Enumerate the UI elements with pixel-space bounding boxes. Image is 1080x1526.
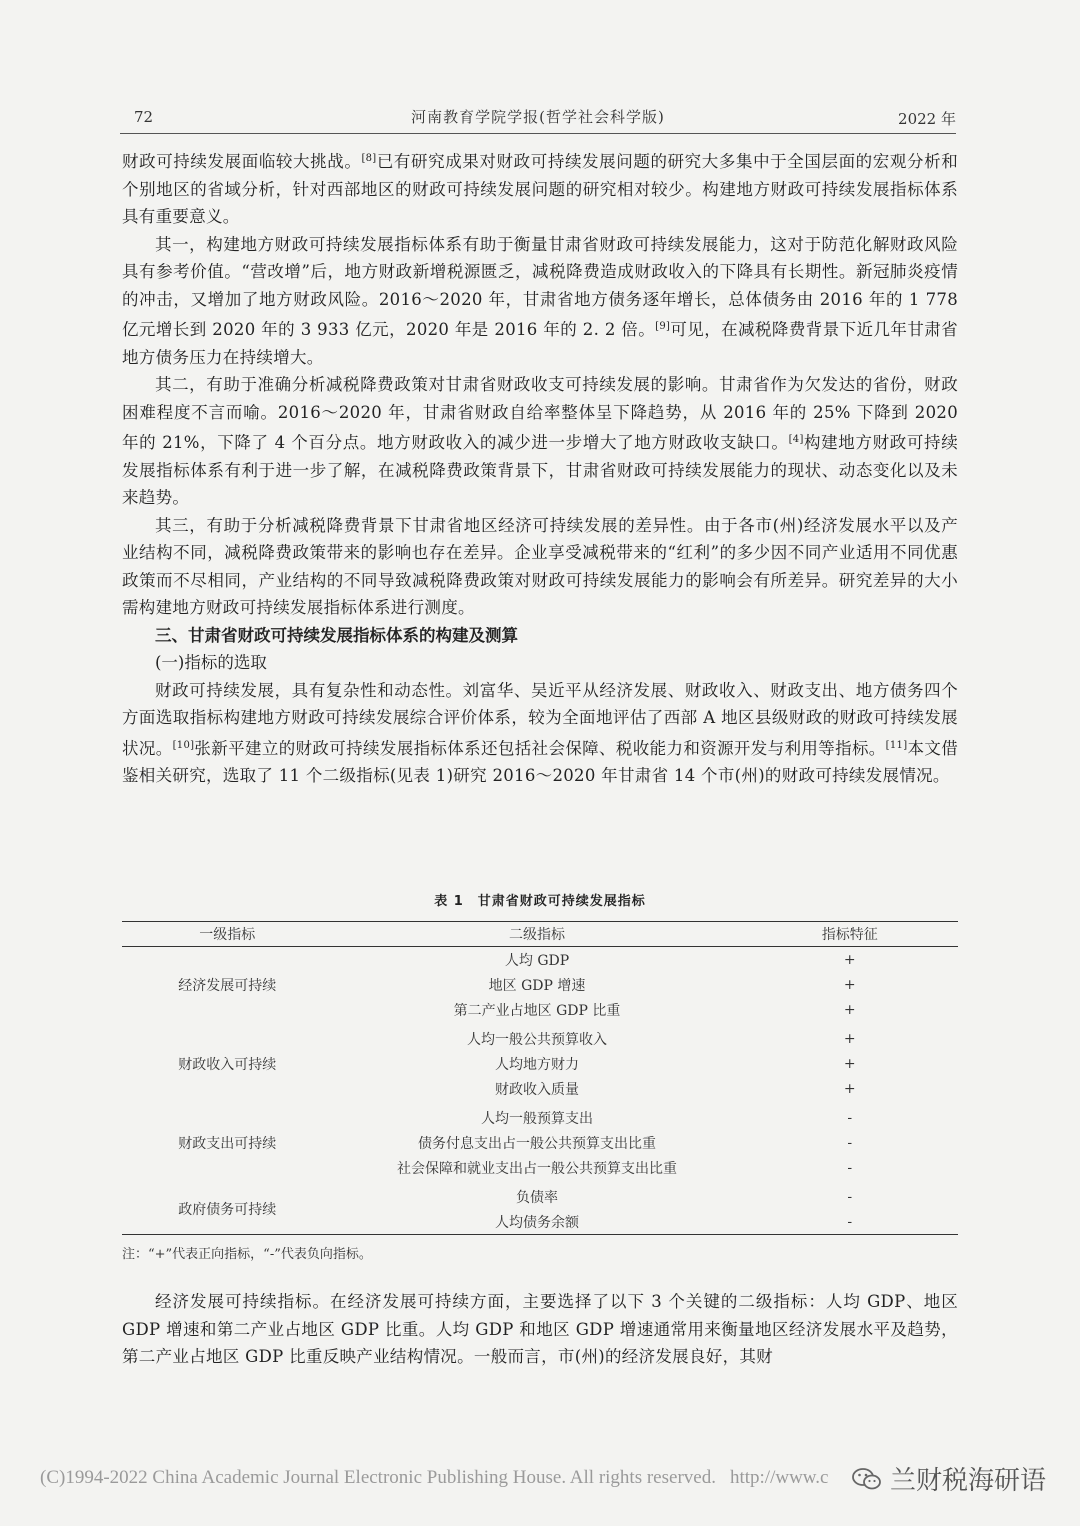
table-row — [122, 947, 958, 973]
table-cell: 人均一般公共预算收入 — [467, 1031, 608, 1048]
group-label: 财政收入可持续 — [178, 1056, 277, 1073]
running-header — [120, 104, 956, 130]
table-cell: 债务付息支出占一般公共预算支出比重 — [418, 1135, 657, 1152]
main-text-continued — [122, 1288, 958, 1371]
watermark-text: 兰财税海研语 — [889, 1466, 1046, 1496]
group-label: 政府债务可持续 — [122, 1180, 332, 1235]
table-row — [122, 1180, 958, 1209]
table-cell: 人均 GDP — [504, 952, 570, 969]
table-cell: + — [843, 951, 856, 968]
table-cell: + — [843, 1001, 856, 1018]
table-cell: - — [847, 1109, 853, 1126]
paragraph: 其一，构建地方财政可持续发展指标体系有助于衡量甘肃省财政可持续发展能力，这对于防范化解财政风险具有参考价值。“营改增”后，地方财政新增税源匮乏，减税降费造成财政收入的下降具有长期性。新冠肺炎疫情的冲击，又增加了地方财政风险。2016～2020 年，甘肃省地方债务逐年增长，总体债务由 2016 年的 1 778 亿元增长到 2020 年的 3 933 亿元，2020 年是 2016 年的 2. 2 倍。[9]可见，在减税降费背景下近几年甘肃省地方债务压力在持续增大。 — [122, 234, 958, 367]
paragraph: 财政可持续发展面临较大挑战。[8]已有研究成果对财政可持续发展问题的研究大多集中于全国层面的宏观分析和个别地区的省域分析，针对西部地区的财政可持续发展问题的研究相对较少。构建地方财政可持续发展指标体系具有重要意义。 — [122, 152, 958, 226]
table-cell: - — [847, 1188, 853, 1205]
table-cell: 第二产业占地区 GDP 比重 — [453, 1002, 621, 1019]
citation: [8] — [361, 153, 377, 164]
table-cell: 地区 GDP 增速 — [488, 977, 586, 994]
footer-url[interactable]: http://www.c — [729, 1467, 829, 1488]
journal-year: 2022 年 — [898, 110, 956, 128]
main-text — [122, 145, 958, 790]
page-number: 72 — [134, 108, 154, 126]
copyright-footer — [40, 1467, 828, 1489]
table-cell: - — [742, 1209, 958, 1235]
paragraph: 其三，有助于分析减税降费背景下甘肃省地区经济可持续发展的差异性。由于各市(州)经济发展水平以及产业结构不同，减税降费政策带来的影响也存在差异。企业享受减税带来的“红利”的多少因不同产业适用不同优惠政策而不尽相同，产业结构的不同导致减税降费政策对财政可持续发展能力的影响会有所差异。研究差异的大小需构建地方财政可持续发展指标体系进行测度。 — [122, 515, 958, 617]
citation: [9] — [655, 321, 671, 332]
indicator-table — [122, 890, 958, 1262]
table-cell: 人均一般预算支出 — [481, 1110, 594, 1127]
copyright-text: (C)1994-2022 China Academic Journal Electronic Publishing House. All rights reserved. — [40, 1467, 716, 1488]
wechat-icon — [852, 1467, 882, 1491]
paragraph: 经济发展可持续指标。在经济发展可持续方面，主要选择了以下 3 个关键的二级指标：人均 GDP、地区 GDP 增速和第二产业占地区 GDP 比重。人均 GDP 和地区 GDP 增速通常用来衡量地区经济发展水平及趋势，第二产业占地区 GDP 比重反映产业结构情况。一般而言，市(州)的经济发展良好，其财 — [122, 1292, 958, 1366]
table-cell: + — [843, 976, 856, 993]
table-cell: + — [843, 1055, 856, 1072]
table-cell: - — [847, 1134, 853, 1151]
table-row — [122, 1101, 958, 1130]
table-row — [122, 1022, 958, 1051]
table-header: 一级指标 — [122, 922, 332, 947]
header-rule — [120, 133, 956, 134]
table-cell: - — [847, 1159, 853, 1176]
citation: [11] — [885, 739, 908, 751]
table-cell: 人均债务余额 — [332, 1209, 741, 1235]
table-cell: 财政收入质量 — [495, 1081, 580, 1098]
table-caption: 表 1 甘肃省财政可持续发展指标 — [434, 894, 646, 909]
table-cell: + — [843, 1080, 856, 1097]
subsection-heading: (一)指标的选取 — [155, 653, 267, 672]
group-label: 财政支出可持续 — [178, 1135, 277, 1152]
journal-name: 河南教育学院学报(哲学社会科学版) — [411, 108, 665, 126]
table-cell: 社会保障和就业支出占一般公共预算支出比重 — [397, 1160, 678, 1177]
table-cell: + — [843, 1030, 856, 1047]
group-label: 经济发展可持续 — [178, 977, 277, 994]
wechat-watermark — [852, 1460, 1046, 1497]
table-cell: 人均地方财力 — [495, 1056, 580, 1073]
citation: [4] — [788, 434, 804, 445]
table-header: 二级指标 — [332, 922, 741, 947]
table-cell: 负债率 — [516, 1189, 559, 1206]
table-note: 注：“+”代表正向指标，“-”代表负向指标。 — [122, 1247, 372, 1262]
table-header: 指标特征 — [742, 922, 958, 947]
citation: [10] — [172, 739, 195, 751]
section-heading: 三、甘肃省财政可持续发展指标体系的构建及测算 — [155, 625, 518, 645]
paragraph: 其二，有助于准确分析减税降费政策对甘肃省财政收支可持续发展的影响。甘肃省作为欠发达的省份，财政困难程度不言而喻。2016～2020 年，甘肃省财政自给率整体呈下降趋势，从 2016 年的 25% 下降到 2020 年的 21%，下降了 4 个百分点。地方财政收入的减少进一步增大了地方财政收支缺口。[4]构建地方财政可持续发展指标体系有利于进一步了解，在减税降费政策背景下，甘肃省财政可持续发展能力的现状、动态变化以及未来趋势。 — [122, 375, 958, 507]
paragraph: 财政可持续发展，具有复杂性和动态性。刘富华、吴近平从经济发展、财政收入、财政支出、地方债务四个方面选取指标构建地方财政可持续发展综合评价体系，较为全面地评估了西部 A 地区县级财政的财政可持续发展状况。[10]张新平建立的财政可持续发展指标体系还包括社会保障、税收能力和资源开发与利用等指标。[11]本文借鉴相关研究，选取了 11 个二级指标(见表 1)研究 2016～2020 年甘肃省 14 个市(州)的财政可持续发展情况。 — [122, 680, 958, 785]
